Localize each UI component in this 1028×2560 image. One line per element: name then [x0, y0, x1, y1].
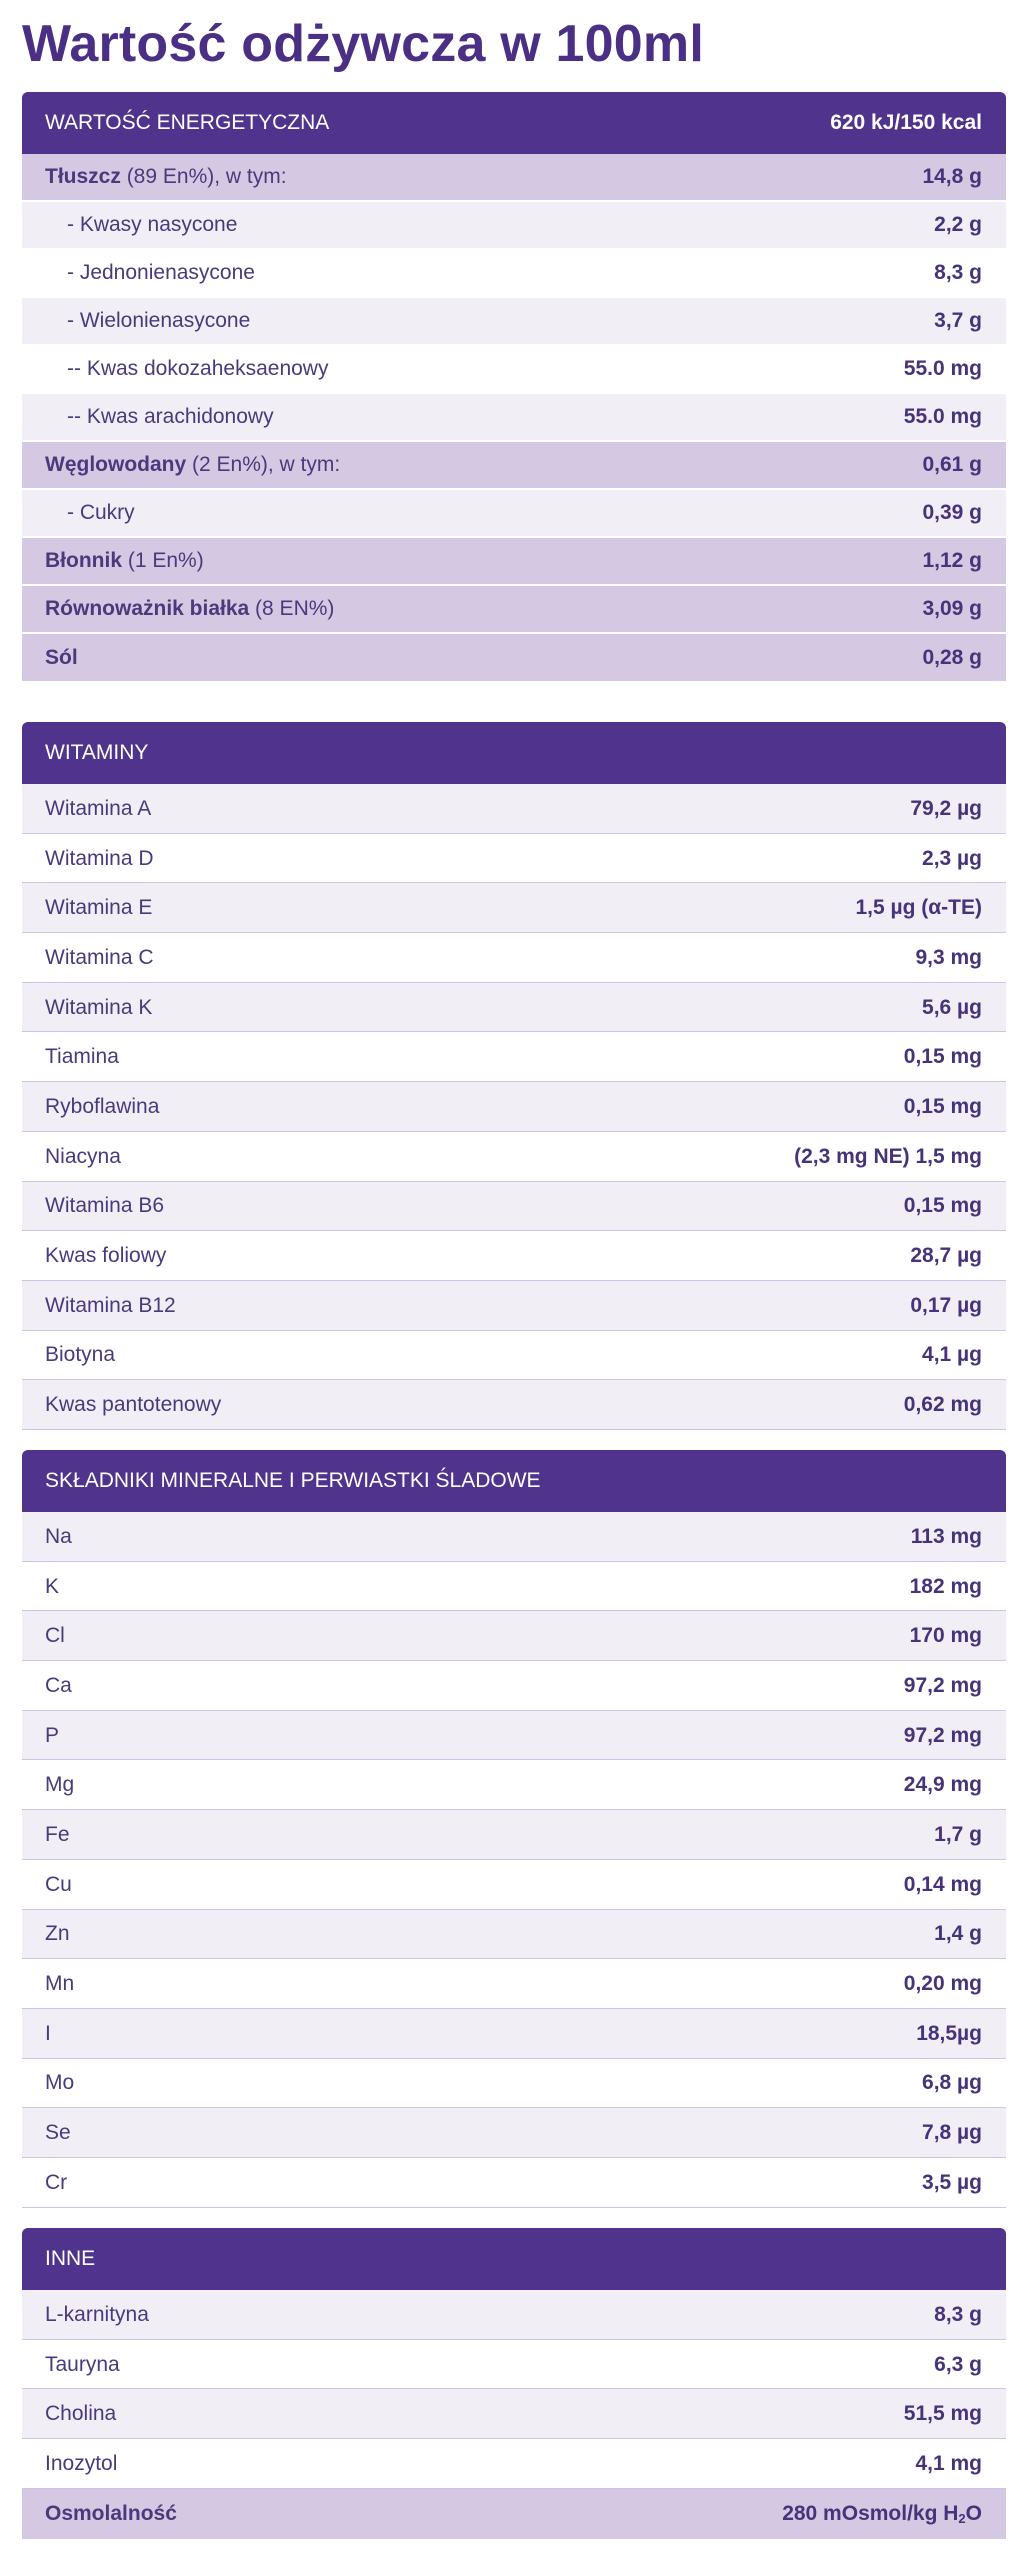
other-row — [22, 2290, 1006, 2340]
mineral-row-value: 0,20 mg — [903, 1972, 982, 1996]
nutrient-name-rest: -- Kwas arachidonowy — [67, 405, 274, 428]
other-row-name: Cholina — [45, 2402, 117, 2426]
vitamin-row — [22, 1231, 1006, 1281]
vitamin-row-value: 79,2 µg — [910, 796, 982, 820]
vitamins-header-label: WITAMINY — [45, 741, 149, 764]
nutrient-value: 55.0 mg — [903, 357, 982, 380]
other-row — [22, 2340, 1006, 2390]
nutrient-row — [22, 154, 1006, 202]
vitamin-row-name: Witamina A — [45, 796, 152, 820]
vitamin-row-name: Niacyna — [45, 1144, 121, 1168]
nutrient-name — [45, 309, 250, 333]
vitamin-row-value: 9,3 mg — [915, 945, 982, 969]
vitamin-row — [22, 1182, 1006, 1232]
vitamin-row-name: Witamina D — [45, 846, 154, 870]
other-header — [22, 2228, 1006, 2290]
nutrient-name — [45, 357, 328, 381]
vitamin-row — [22, 933, 1006, 983]
nutrient-value: 3,09 g — [922, 597, 982, 620]
nutrient-name — [45, 453, 340, 477]
other-row-value: 8,3 g — [934, 2302, 982, 2326]
nutrient-name — [45, 213, 237, 237]
mineral-row-value: 97,2 mg — [903, 1673, 982, 1697]
nutrient-name — [45, 501, 135, 525]
nutrient-value: 2,2 g — [934, 213, 982, 236]
mineral-row-value: 3,5 µg — [922, 2170, 982, 2194]
nutrient-value: 0,39 g — [922, 501, 982, 524]
vitamin-row — [22, 983, 1006, 1033]
nutrient-value: 0,28 g — [922, 645, 982, 669]
mineral-row-value: 6,8 µg — [922, 2071, 982, 2095]
nutrient-name — [45, 549, 204, 573]
mineral-row — [22, 2158, 1006, 2208]
other-row-name: L-karnityna — [45, 2302, 149, 2326]
mineral-row-name: Na — [45, 1524, 72, 1548]
mineral-row — [22, 1760, 1006, 1810]
vitamin-row — [22, 1032, 1006, 1082]
nutrient-row — [22, 634, 1006, 683]
nutrient-row — [22, 538, 1006, 586]
mineral-row-name: Mo — [45, 2071, 75, 2095]
vitamin-row-value: 0,17 µg — [910, 1293, 982, 1317]
mineral-row-value: 1,4 g — [934, 1922, 982, 1946]
nutrient-name-rest: (89 En%), w tym: — [120, 165, 287, 188]
mineral-row-value: 7,8 µg — [922, 2121, 982, 2145]
vitamin-row-name: Ryboflawina — [45, 1094, 160, 1118]
other-row — [22, 2389, 1006, 2439]
nutrient-value: 1,12 g — [922, 549, 982, 572]
vitamins-table — [22, 722, 1006, 1430]
nutrient-row — [22, 490, 1006, 538]
nutrient-name — [45, 597, 334, 621]
osmolality-row — [22, 2489, 1006, 2539]
other-row-name: Tauryna — [45, 2352, 120, 2376]
nutrient-row — [22, 202, 1006, 250]
vitamin-row-value: 0,15 mg — [903, 1194, 982, 1218]
vitamin-row — [22, 784, 1006, 834]
other-row-value: 6,3 g — [934, 2352, 982, 2376]
minerals-header — [22, 1450, 1006, 1512]
mineral-row-value: 1,7 g — [934, 1822, 982, 1846]
nutrient-row — [22, 298, 1006, 346]
nutrient-name — [45, 646, 78, 670]
vitamin-row-name: Tiamina — [45, 1045, 119, 1069]
vitamin-row-name: Witamina B6 — [45, 1194, 165, 1218]
page-title: Wartość odżywcza w 100ml — [22, 15, 704, 73]
mineral-row-name: Mn — [45, 1972, 75, 1996]
mineral-row-value: 182 mg — [909, 1574, 982, 1598]
nutrient-value: 14,8 g — [922, 165, 982, 188]
mineral-row-name: Cu — [45, 1872, 72, 1896]
other-row-name: Inozytol — [45, 2451, 118, 2475]
mineral-row-name: K — [45, 1574, 60, 1598]
nutrient-row — [22, 586, 1006, 634]
mineral-row-value: 0,14 mg — [903, 1872, 982, 1896]
vitamin-row-value: 0,15 mg — [903, 1094, 982, 1118]
mineral-row — [22, 2108, 1006, 2158]
other-row-value: 51,5 mg — [903, 2402, 982, 2426]
nutrient-name — [45, 261, 255, 285]
nutrient-value: 55.0 mg — [903, 405, 982, 428]
mineral-row-name: P — [45, 1723, 60, 1747]
vitamin-row-name: Kwas foliowy — [45, 1244, 167, 1268]
mineral-row — [22, 1512, 1006, 1562]
nutrient-name-rest: (8 EN%) — [249, 597, 335, 620]
vitamin-row-value: 2,3 µg — [922, 846, 982, 870]
vitamin-row-value: 0,15 mg — [903, 1045, 982, 1069]
mineral-row — [22, 1959, 1006, 2009]
energy-header-value: 620 kJ/150 kcal — [830, 111, 982, 134]
mineral-row — [22, 2009, 1006, 2059]
nutrient-name-rest: (1 En%) — [122, 549, 204, 572]
mineral-row-name: Cl — [45, 1624, 65, 1648]
mineral-row-value: 18,5µg — [916, 2021, 982, 2045]
vitamin-row-name: Witamina C — [45, 945, 154, 969]
nutrient-name-rest: -- Kwas dokozaheksaenowy — [67, 357, 329, 380]
nutrient-name — [45, 165, 287, 189]
mineral-row — [22, 1611, 1006, 1661]
nutrient-name-rest: - Wielonienasycone — [67, 309, 251, 332]
mineral-row-name: Ca — [45, 1673, 72, 1697]
nutrient-name-bold: Błonnik — [45, 549, 122, 572]
vitamin-row-name: Witamina B12 — [45, 1293, 176, 1317]
mineral-row — [22, 1810, 1006, 1860]
mineral-row-value: 113 mg — [910, 1524, 982, 1548]
other-row-value: 4,1 mg — [915, 2451, 982, 2475]
vitamin-row-name: Witamina E — [45, 896, 153, 920]
vitamin-row-name: Kwas pantotenowy — [45, 1393, 222, 1417]
energy-header-label: WARTOŚĆ ENERGETYCZNA — [45, 111, 330, 134]
nutrient-name-rest: - Jednonienasycone — [67, 261, 255, 284]
vitamin-row-name: Biotyna — [45, 1343, 116, 1367]
other-row — [22, 2439, 1006, 2489]
mineral-row-value: 97,2 mg — [903, 1723, 982, 1747]
vitamin-row — [22, 1281, 1006, 1331]
nutrient-name-rest: - Kwasy nasycone — [67, 213, 238, 236]
other-header-label: INNE — [45, 2247, 96, 2270]
vitamin-row-value: 1,5 µg (α-TE) — [855, 896, 982, 920]
nutrient-row — [22, 250, 1006, 298]
mineral-row — [22, 2059, 1006, 2109]
vitamin-row-value: 4,1 µg — [922, 1343, 982, 1367]
osmolality-name: Osmolalność — [45, 2502, 177, 2526]
nutrient-row — [22, 394, 1006, 442]
vitamin-row — [22, 1132, 1006, 1182]
minerals-table — [22, 1450, 1006, 2208]
minerals-header-label: SKŁADNIKI MINERALNE I PERWIASTKI ŚLADOWE — [45, 1469, 541, 1492]
vitamins-header — [22, 722, 1006, 784]
mineral-row-name: Mg — [45, 1773, 75, 1797]
mineral-row-name: Cr — [45, 2170, 68, 2194]
vitamin-row — [22, 1380, 1006, 1430]
mineral-row-name: I — [45, 2021, 51, 2045]
nutrient-row — [22, 346, 1006, 394]
nutrient-name-bold: Tłuszcz — [45, 165, 121, 188]
vitamin-row-value: 0,62 mg — [903, 1393, 982, 1417]
nutrient-value: 0,61 g — [922, 453, 982, 476]
mineral-row — [22, 1562, 1006, 1612]
mineral-row-name: Se — [45, 2121, 71, 2145]
nutrient-name-bold: Węglowodany — [45, 453, 187, 476]
vitamin-row-value: (2,3 mg NE) 1,5 mg — [794, 1144, 982, 1168]
mineral-row-value: 170 mg — [909, 1624, 982, 1648]
mineral-row — [22, 1910, 1006, 1960]
vitamin-row-value: 5,6 µg — [922, 995, 982, 1019]
mineral-row-value: 24,9 mg — [903, 1773, 982, 1797]
mineral-row — [22, 1711, 1006, 1761]
vitamin-row-value: 28,7 µg — [910, 1244, 982, 1268]
nutrient-name-rest: - Cukry — [67, 501, 135, 524]
mineral-row — [22, 1661, 1006, 1711]
energy-header — [22, 92, 1006, 154]
vitamin-row-name: Witamina K — [45, 995, 153, 1019]
mineral-row-name: Fe — [45, 1822, 70, 1846]
nutrient-name — [45, 405, 274, 429]
vitamin-row — [22, 1082, 1006, 1132]
vitamin-row — [22, 883, 1006, 933]
nutrient-name-rest: (2 En%), w tym: — [186, 453, 341, 476]
nutrient-name-bold: Sól — [45, 645, 78, 669]
nutrient-value: 3,7 g — [934, 309, 982, 332]
other-table — [22, 2228, 1006, 2539]
osmolality-value: 280 mOsmol/kg $H_2O$ — [782, 2502, 982, 2527]
energy-table — [22, 92, 1006, 683]
mineral-row-name: Zn — [45, 1922, 70, 1946]
vitamin-row — [22, 834, 1006, 884]
nutrient-row — [22, 442, 1006, 490]
vitamin-row — [22, 1331, 1006, 1381]
nutrient-value: 8,3 g — [934, 261, 982, 284]
nutrient-name-bold: Równoważnik białka — [45, 597, 250, 620]
mineral-row — [22, 1860, 1006, 1910]
